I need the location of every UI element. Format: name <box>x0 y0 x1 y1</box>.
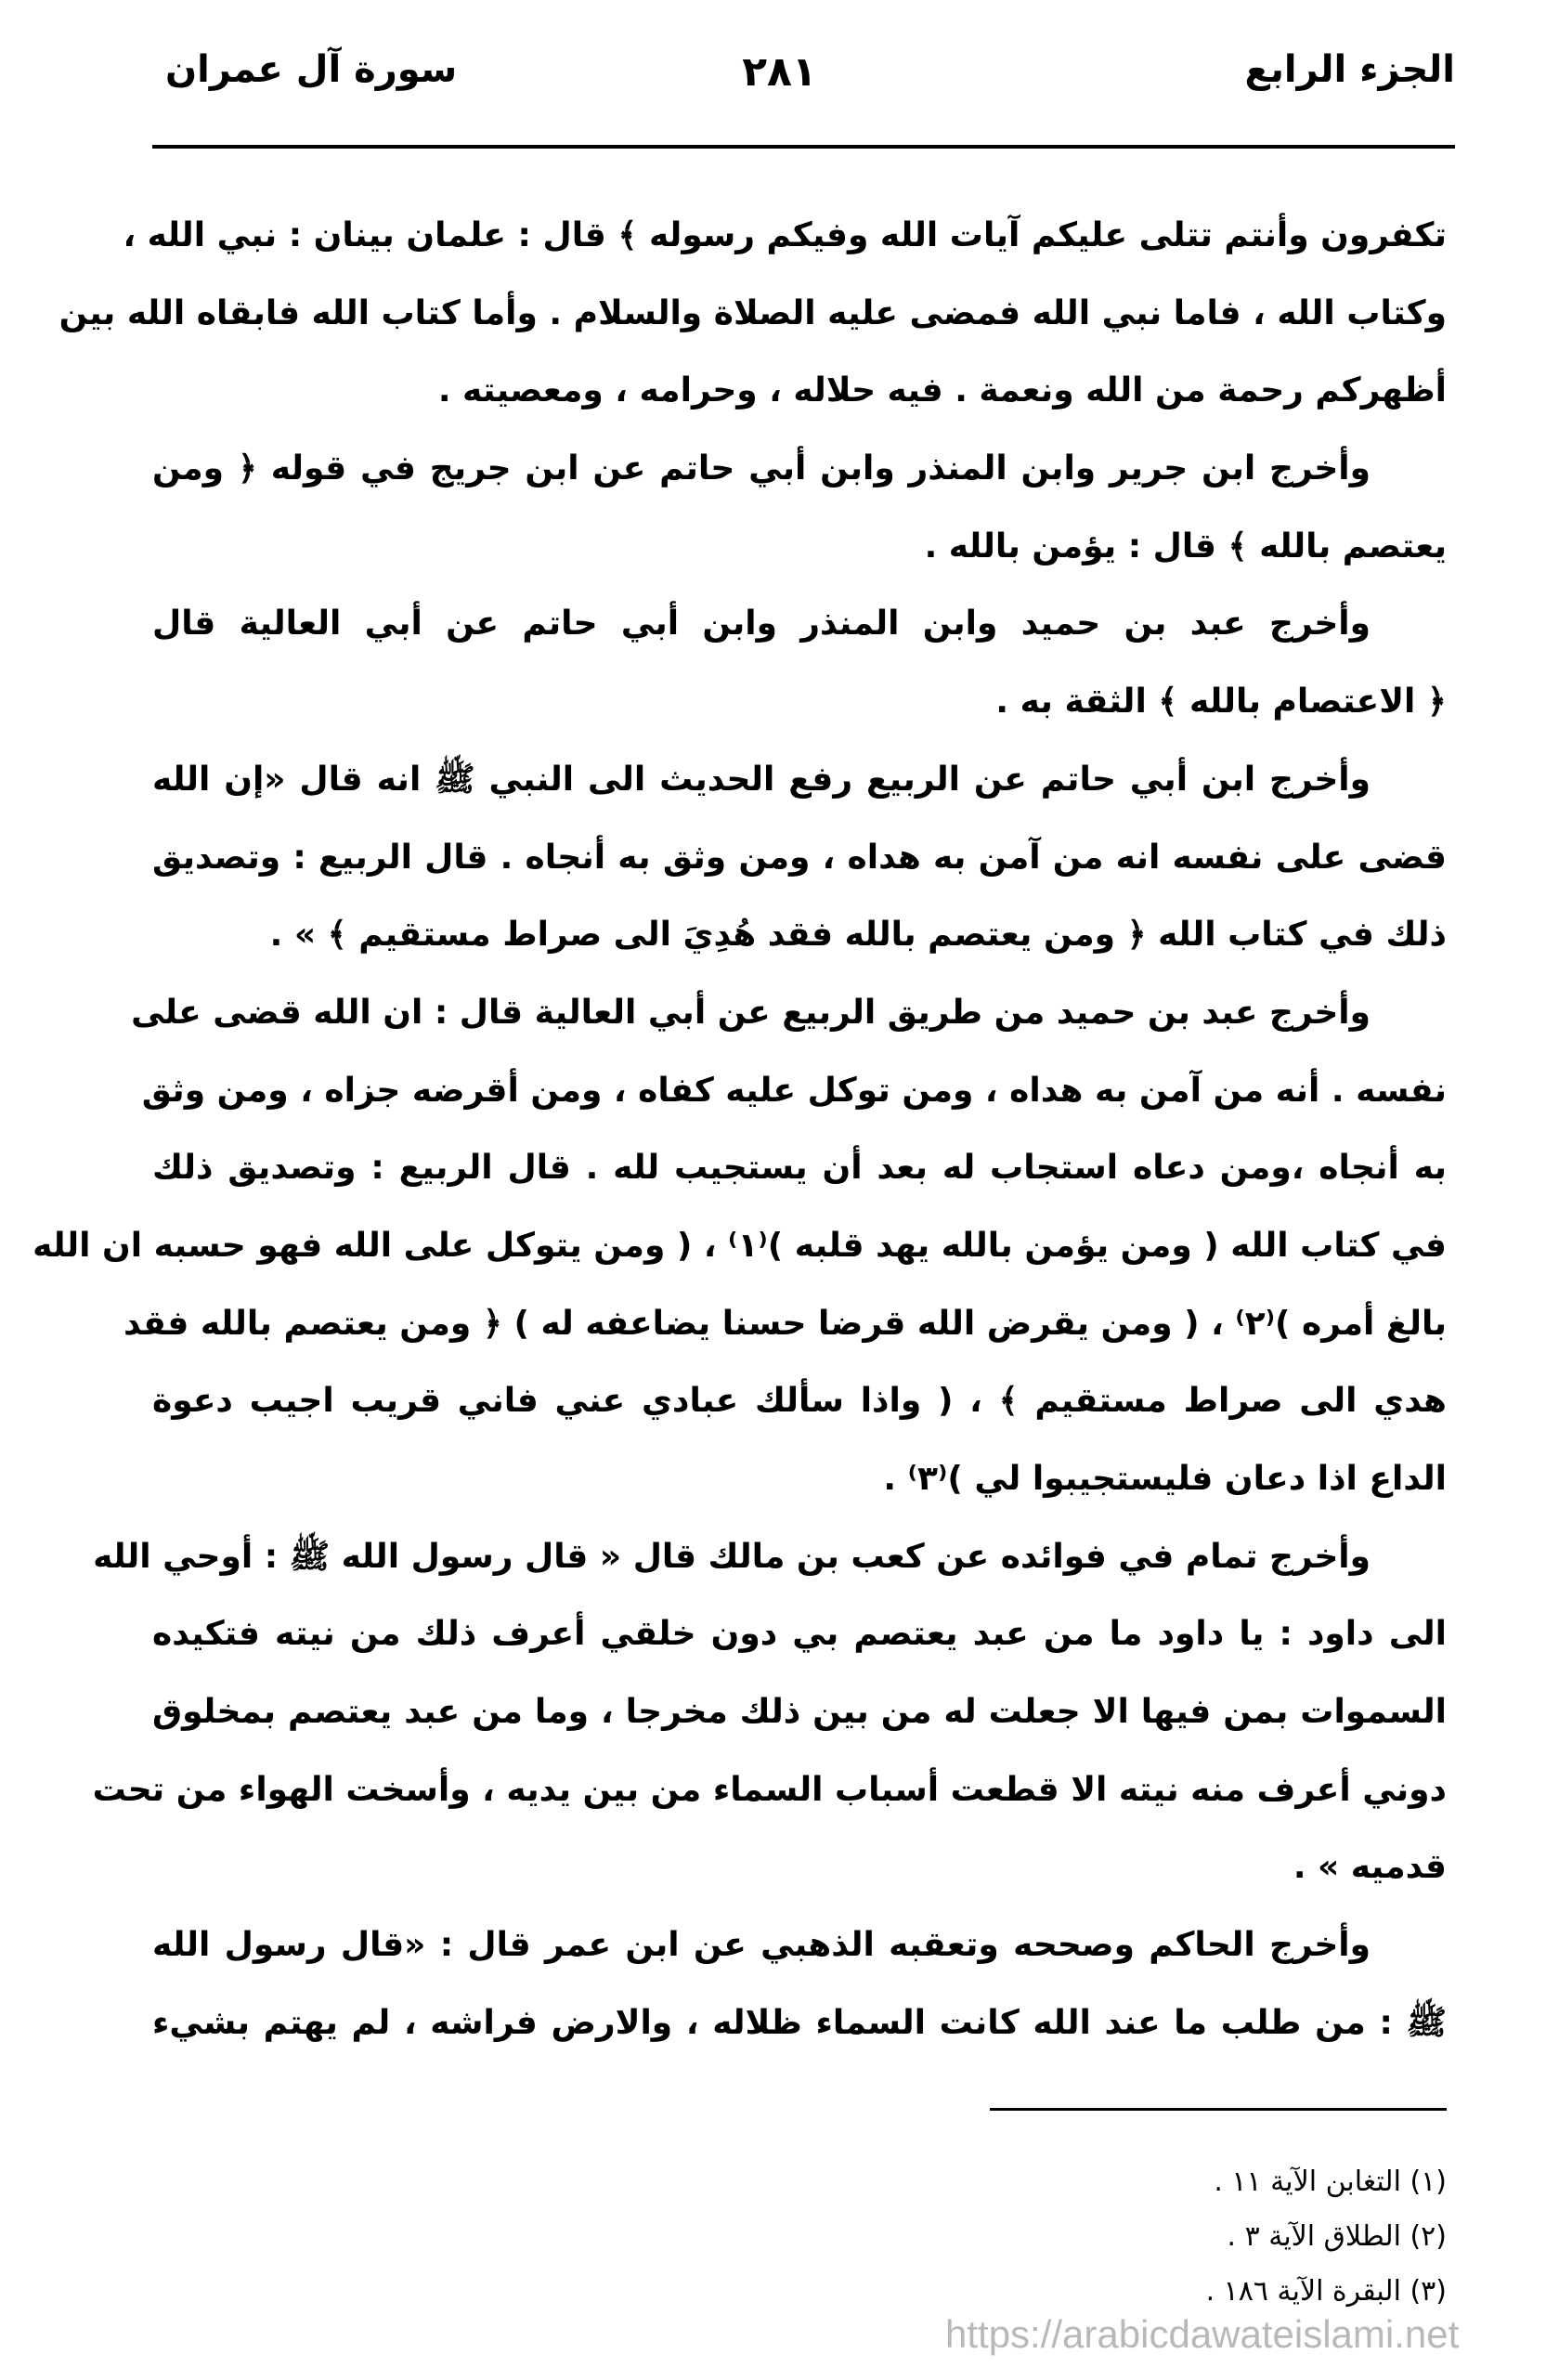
text-line: تكفرون وأنتم تتلى عليكم آيات الله وفيكم رسوله ﴾ قال : علمان بينان : نبي الله ، <box>123 216 1447 254</box>
page-number: ٢٨١ <box>742 48 817 96</box>
text-line: قدميه » . <box>1293 1848 1447 1887</box>
text-line: الداع اذا دعان فليستجيبوا لي )⁽٣⁾ . <box>883 1460 1447 1498</box>
text-line: وأخرج ابن أبي حاتم عن الربيع رفع الحديث الى النبي ﷺ انه قال «إن الله <box>152 760 1371 799</box>
running-header-part: الجزء الرابع <box>1244 48 1455 91</box>
text-line: دوني أعرف منه نيته الا قطعت أسباب السماء من بين يديه ، وأسخت الهواء من تحت <box>92 1770 1447 1809</box>
footnote: (١) التغابن الآية ١١ . <box>1214 2165 1447 2198</box>
header-rule <box>152 145 1455 149</box>
text-line: وأخرج عبد بن حميد وابن المنذر وابن أبي حاتم عن أبي العالية قال <box>152 605 1371 644</box>
text-line: ﷺ : من طلب ما عند الله كانت السماء ظلاله ، والارض فراشه ، لم يهتم بشيء <box>152 2003 1447 2042</box>
text-line: يعتصم بالله ﴾ قال : يؤمن بالله . <box>924 527 1447 566</box>
text-line: ﴿ الاعتصام بالله ﴾ الثقة به . <box>995 683 1447 722</box>
text-line: أظهركم رحمة من الله ونعمة . فيه حلاله ، وحرامه ، ومعصيته . <box>437 371 1447 410</box>
footnote: (٣) البقرة الآية ١٨٦ . <box>1205 2275 1447 2308</box>
text-line: في كتاب الله ( ومن يؤمن بالله يهد قلبه )⁽١⁾ ، ( ومن يتوكل على الله فهو حسبه ان الله <box>32 1226 1447 1265</box>
text-line: بالغ أمره )⁽٢⁾ ، ( ومن يقرض الله قرضا حسنا يضاعفه له ) ﴿ ومن يعتصم بالله فقد <box>123 1304 1447 1343</box>
footnote: (٢) الطلاق الآية ٣ . <box>1227 2220 1447 2253</box>
text-line: به أنجاه ،ومن دعاه استجاب له بعد أن يستجيب لله . قال الربيع : وتصديق ذلك <box>152 1149 1447 1188</box>
text-line: هدي الى صراط مستقيم ﴾ ، ( واذا سألك عبادي عني فاني قريب اجيب دعوة <box>152 1382 1447 1421</box>
text-line: وأخرج الحاكم وصححه وتعقبه الذهبي عن ابن عمر قال : «قال رسول الله <box>152 1926 1371 1965</box>
text-line: الى داود : يا داود ما من عبد يعتصم بي دون خلقي أعرف ذلك من نيته فتكيده <box>152 1615 1447 1654</box>
footnote-rule <box>990 2108 1447 2111</box>
text-line: وكتاب الله ، فاما نبي الله فمضى عليه الصلاة والسلام . وأما كتاب الله فابقاه الله بين <box>58 293 1447 332</box>
text-line: وأخرج ابن جرير وابن المنذر وابن أبي حاتم عن ابن جريج في قوله ﴿ ومن <box>152 449 1371 488</box>
body-text <box>32 197 1447 2062</box>
text-line: قضى على نفسه انه من آمن به هداه ، ومن وثق به أنجاه . قال الربيع : وتصديق <box>152 838 1447 877</box>
text-line: نفسه . أنه من آمن به هداه ، ومن توكل عليه كفاه ، ومن أقرضه جزاه ، ومن وثق <box>141 1071 1447 1110</box>
text-line: السموات بمن فيها الا جعلت له من بين ذلك مخرجا ، وما من عبد يعتصم بمخلوق <box>152 1693 1447 1732</box>
text-line: وأخرج تمام في فوائده عن كعب بن مالك قال « قال رسول الله ﷺ : أوحي الله <box>93 1537 1371 1576</box>
running-header-surah: سورة آل عمران <box>165 48 458 91</box>
watermark-url: https://arabicdawateislami.net <box>945 2312 1460 2356</box>
text-line: ذلك في كتاب الله ﴿ ومن يعتصم بالله فقد هُدِيَ الى صراط مستقيم ﴾ » . <box>269 916 1447 955</box>
footnotes <box>1206 2154 1447 2319</box>
text-line: وأخرج عبد بن حميد من طريق الربيع عن أبي العالية قال : ان الله قضى على <box>131 993 1371 1032</box>
